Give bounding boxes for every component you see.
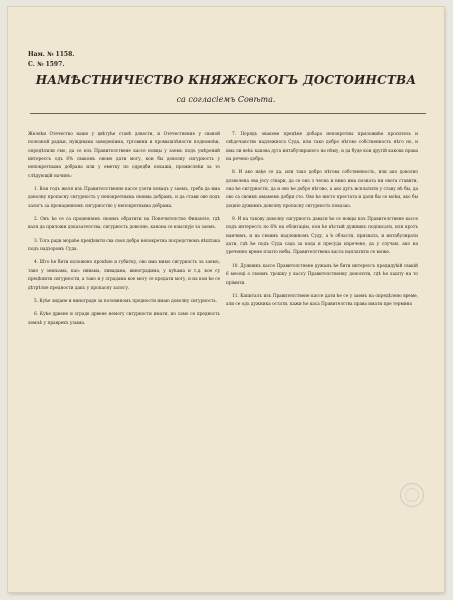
article-1: 1. Кои годъ желя изъ Правителственне кассе узети новацъ у заемъ, треба да има доволну пропасну сигурность у непокретныма своима добрамъ, и да стави ове подъ залогъ за пронаденномъ сигурностію у непокретныма добрама. xyxy=(28,187,220,209)
title-divider xyxy=(30,113,426,114)
preamble-paragraph: Желећи Отечество наше у цвѣтуће станѣ довести, и Отечествение у сваной полезной радњи, нуждныма заведенiима, трговини и промышлѣности подномоћи, опредѣлили смо, да се изъ Правителствене кассе новцы у заемъ подъ умѣрений интерессъ одъ 6% свакомъ овоме дати могу, кои бы доволну сигурность у непокретныма добрана или у еметку по одредби покажи, промислећи за то слѣдующiй начинъ: xyxy=(28,132,220,179)
article-10: 10. Дужникъ кассе Правителствене дужанъ ће бити интерессъ предидућій свакій 6 месеці о своимъ трошку у кассу Правителственну доносити, гдѣ ће хашту на то прiмити. xyxy=(226,263,418,286)
document-page xyxy=(8,7,444,592)
archive-stamp xyxy=(400,483,424,507)
article-8: 8. И ако нађе се да, или тако добро нѣгова собственность, или ако доволно дозволена ова јесу ствари, да се оно з чесна и нико има позната ни овога ставити, она ће сигурности, да и ово ће добро нѣгово, а ако дугъ исплатити у ставу нѣ бы, да ово са своимъ имамемъ добри сто. Ово ће нисто престата и дали бы се моћи, ако бы доцніе дужникъ доволну пропасну сигурность показао. xyxy=(226,170,418,209)
document-numbers xyxy=(28,50,74,70)
document-title: НАМѢСТНИЧЕСТВО КНЯЖЕСКОГЪ ДОСТОИНСТВА xyxy=(35,73,417,87)
right-column xyxy=(226,131,418,315)
article-9: 9. И на такову доволну сигурность давати ће се новцы изъ Правителствене кассе подъ интерессъ по 6% на облигацію, кои ће вѣстый дужникъ подписати, или кротъ наичимъ, и на своимъ надлежномъ Суду, а ћ области, призната, и интабулирати дати, гдѣ ћe подъ Суда сада за кода и пресуда изречене, да у случаю, ако на уреченно време платіо небы, Правителствена касса наплатити се може. xyxy=(226,217,418,256)
document-number-a: Нам. № 1158. xyxy=(28,51,75,58)
article-6: 6. Куће дрвене и зграде дрвене немогу сигурности имати, но само се предность земљѣ у праврекъ узыма. xyxy=(28,312,220,326)
document-number-b: С. № 1597. xyxy=(28,61,65,68)
document-subtitle: са согласіемъ Совѣта. xyxy=(176,95,276,104)
left-column xyxy=(28,131,220,333)
article-4: 4. Што ће бити изложено пронѣне и губитку, ово има мимо сигурность за заемъ; тако у земљама, као: нивама, ливадама, виноградима, у кућама и т.д. кое су прецѣнити сигурности, а тако и у зградама кое могу се продати могу, и на кои ће се дѣтрѣтие предности дакъ у пропасну залогу. xyxy=(28,260,220,291)
article-7: 7. Порядъ овакове прецѣне добара непокретны приложиће проситель и свѣдочанство надлежнога Суда, или тако добро нѣгово собственность нѣго но, и има ли већъ какова дуга интабулираного на нѣму, и да буде кои другій какова права на речено добро. xyxy=(226,132,418,163)
article-11: 11. Капиталъ изъ Правителствене кассе дати ће се у заемъ на опредѣлено време, али се одъ дужника остати, кажи ће каса Правителства права имати пре термина xyxy=(226,293,418,308)
article-5: 5. Куће зидане и винограде за половиномъ предности имаю доволну сигурность. xyxy=(34,298,218,304)
article-3: 3. Тога ради мораће прецѣнити сва своя добра непокретна посредствомъ вѣштака подъ надзоромъ Суда. xyxy=(28,238,220,253)
article-2: 2. Онъ ће се са прошенiемъ своимъ обратити на Попечителство Финансiе, гдѣ валя да приложи доказателства, сигурность доволне, канона се изыскује за заемъ. xyxy=(28,217,220,231)
